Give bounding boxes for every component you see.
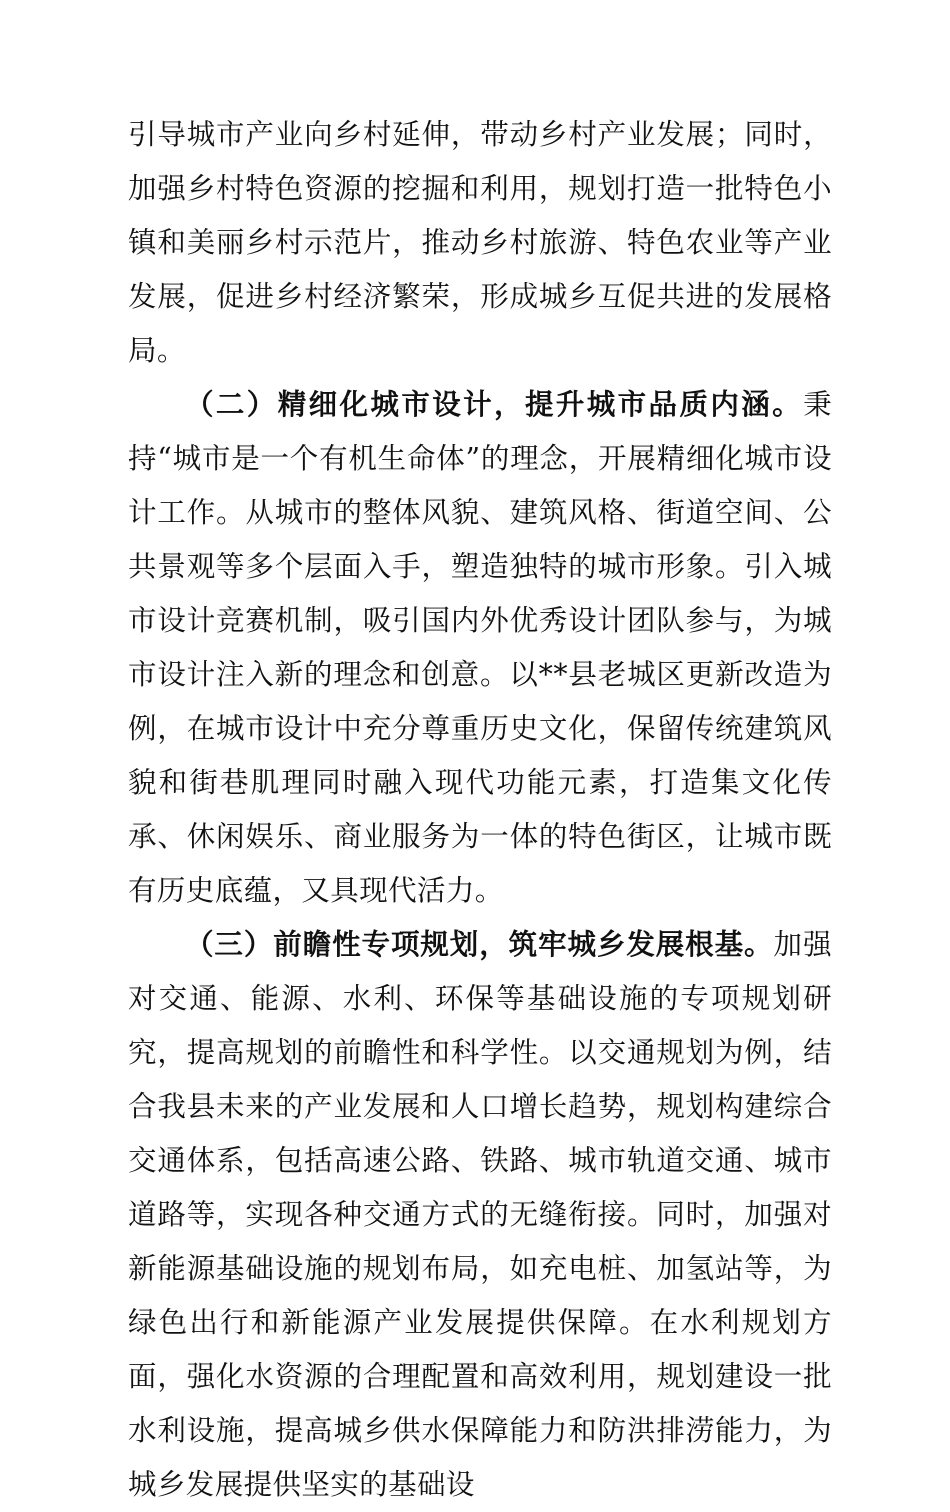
paragraph-2-text: 秉持“城市是一个有机生命体”的理念，开展精细化城市设计工作。从城市的整体风貌、建筑风格、街道空间、公共景观等多个层面入手，塑造独特的城市形象。引入城市设计竞赛机制，吸引国内外优秀设计团队参与，为城市设计注入新的理念和创意。以**县老城区更新改造为例，在城市设计中充分尊重历史文化，保留传统建筑风貌和街巷肌理同时融入现代功能元素，打造集文化传承、休闲娱乐、商业服务为一体的特色街区，让城市既有历史底蕴，又具现代活力。 <box>128 388 832 907</box>
paragraph-2-heading: （二）精细化城市设计，提升城市品质内涵。 <box>185 388 804 421</box>
paragraph-1-text: 引导城市产业向乡村延伸，带动乡村产业发展；同时，加强乡村特色资源的挖掘和利用，规划打造一批特色小镇和美丽乡村示范片，推动乡村旅游、特色农业等产业发展，促进乡村经济繁荣，形成城乡互促共进的发展格局。 <box>128 118 832 367</box>
paragraph-2 <box>128 378 832 918</box>
document-body <box>128 108 832 1512</box>
paragraph-3-heading: （三）前瞻性专项规划，筑牢城乡发展根基。 <box>185 928 774 961</box>
paragraph-3 <box>128 918 832 1512</box>
paragraph-3-text: 加强对交通、能源、水利、环保等基础设施的专项规划研究，提高规划的前瞻性和科学性。以交通规划为例，结合我县未来的产业发展和人口增长趋势，规划构建综合交通体系，包括高速公路、铁路、城市轨道交通、城市道路等，实现各种交通方式的无缝衔接。同时，加强对新能源基础设施的规划布局，如充电桩、加氢站等，为绿色出行和新能源产业发展提供保障。在水利规划方面，强化水资源的合理配置和高效利用，规划建设一批水利设施，提高城乡供水保障能力和防洪排涝能力，为城乡发展提供坚实的基础设 <box>128 928 832 1501</box>
paragraph-1 <box>128 108 832 378</box>
